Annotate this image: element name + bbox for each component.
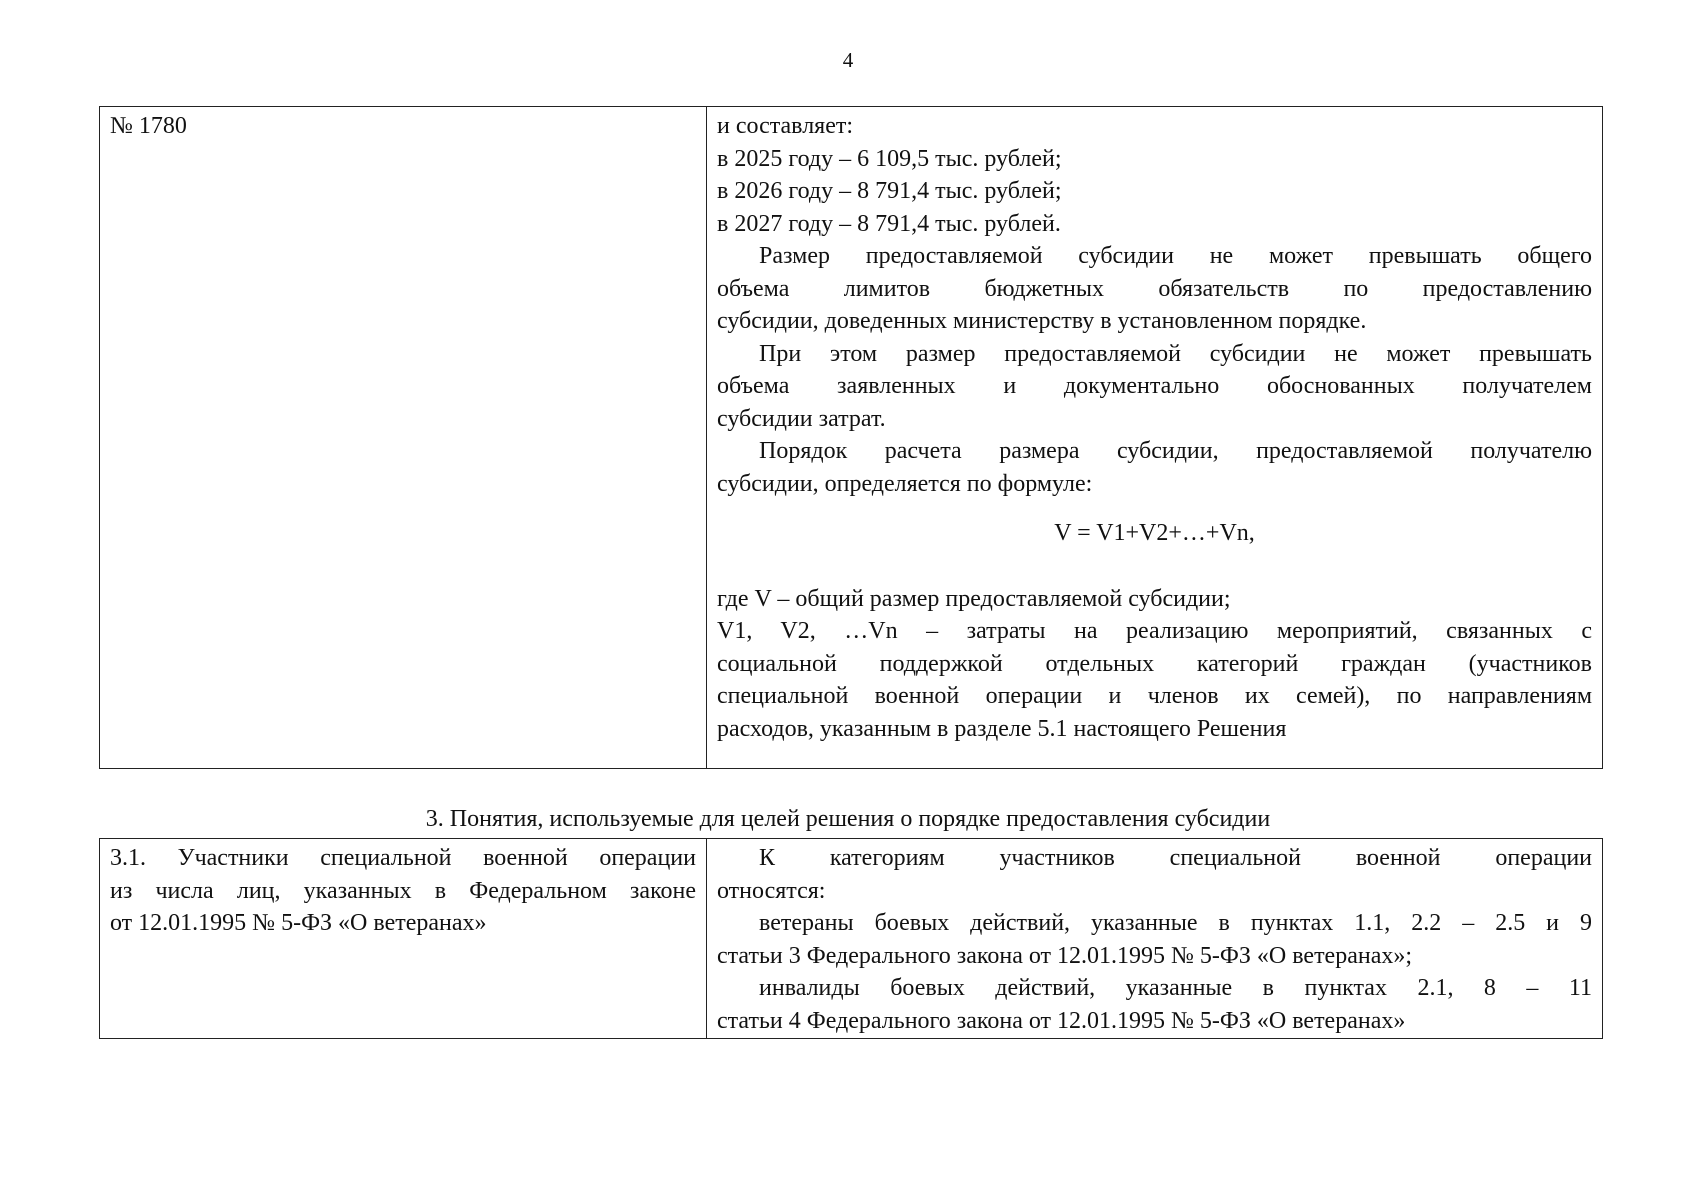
- definition-text-cell: [707, 839, 1603, 1039]
- definition-text-line: ветераны боевых действий, указанные в пунктах 1.1, 2.2 – 2.5 и 9: [759, 910, 1592, 936]
- formula-legend-line: социальной поддержкой отдельных категорий граждан (участников: [717, 650, 1592, 677]
- definition-term-line: от 12.01.1995 № 5-ФЗ «О ветеранах»: [110, 910, 487, 936]
- table1-right-cell: [707, 107, 1603, 769]
- table-definitions: [99, 838, 1603, 1039]
- subsidy-formula: V = V1+V2+…+Vn,: [1054, 520, 1255, 546]
- table-budget: [99, 106, 1603, 769]
- paragraph-costs-line: объема заявленных и документально обоснованных получателем: [717, 373, 1592, 399]
- formula-legend-line: V1, V2, …Vn – затраты на реализацию мероприятий, связанных с: [717, 618, 1592, 644]
- formula-legend-line: специальной военной операции и членов их семей), по направлениям: [717, 683, 1592, 709]
- definition-text-line: К категориям участников специальной военной операции: [759, 845, 1592, 871]
- document-number: № 1780: [110, 113, 187, 139]
- paragraph-calculation-line: Порядок расчета размера субсидии, предоставляемой получателю: [759, 438, 1592, 464]
- year-amount-2026: в 2026 году – 8 791,4 тыс. рублей;: [717, 178, 1062, 204]
- paragraph-limit-line: субсидии, доведенных министерству в установленном порядке.: [717, 308, 1367, 334]
- paragraph-calculation-line: субсидии, определяется по формуле:: [717, 470, 1093, 497]
- definition-term-line: из числа лиц, указанных в Федеральном законе: [110, 877, 696, 904]
- definition-term-cell: [100, 839, 707, 1039]
- year-amount-2025: в 2025 году – 6 109,5 тыс. рублей;: [717, 145, 1062, 172]
- year-amount-2027: в 2027 году – 8 791,4 тыс. рублей.: [717, 210, 1061, 237]
- table-row: [100, 107, 1603, 769]
- table-row: [100, 839, 1603, 1039]
- definition-text-line: инвалиды боевых действий, указанные в пунктах 2.1, 8 – 11: [759, 975, 1592, 1001]
- definition-term-line: 3.1. Участники специальной военной операции: [110, 845, 696, 871]
- page-number: 4: [842, 48, 854, 72]
- paragraph-limit-line: Размер предоставляемой субсидии не может превышать общего: [759, 243, 1592, 269]
- formula-legend-line: где V – общий размер предоставляемой субсидии;: [717, 585, 1231, 612]
- table1-left-cell: [100, 107, 707, 769]
- formula-legend-line: расходов, указанным в разделе 5.1 настоящего Решения: [717, 715, 1287, 742]
- amount-intro: и составляет:: [717, 113, 854, 139]
- definition-text-line: статьи 3 Федерального закона от 12.01.1995 № 5-ФЗ «О ветеранах»;: [717, 942, 1413, 969]
- definition-text-line: относятся:: [717, 877, 826, 904]
- paragraph-costs-line: При этом размер предоставляемой субсидии не может превышать: [759, 340, 1592, 367]
- section-title: 3. Понятия, используемые для целей решения о порядке предоставления субсидии: [425, 806, 1271, 832]
- definition-text-line: статьи 4 Федерального закона от 12.01.1995 № 5-ФЗ «О ветеранах»: [717, 1007, 1406, 1034]
- paragraph-costs-line: субсидии затрат.: [717, 405, 886, 432]
- paragraph-limit-line: объема лимитов бюджетных обязательств по предоставлению: [717, 275, 1592, 302]
